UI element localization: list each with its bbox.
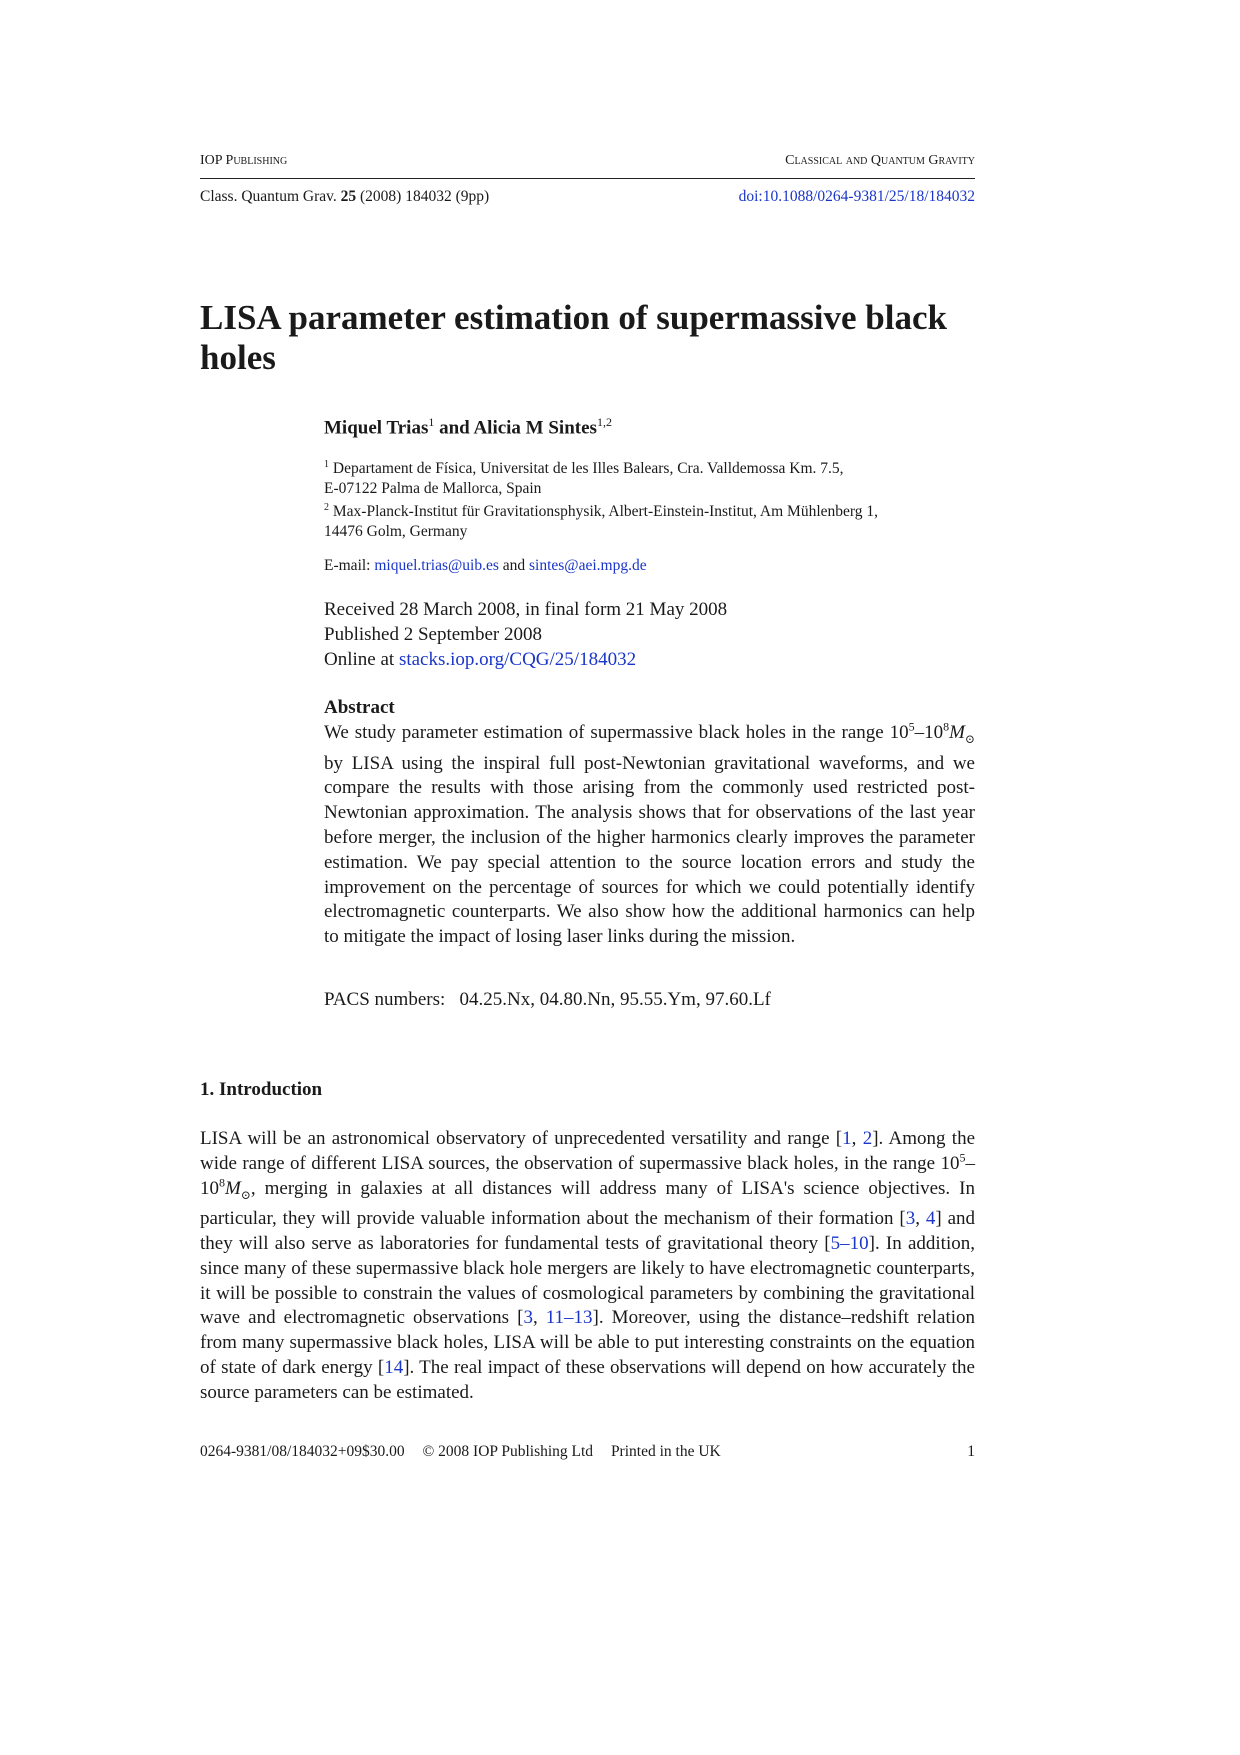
citation-link[interactable]: 3: [523, 1307, 533, 1329]
affiliation-line: E-07122 Palma de Mallorca, Spain: [324, 479, 542, 497]
text-run: ]. The real impact of these observations will depend on how accurately the source parameters can be estimated.: [200, 1356, 975, 1403]
text-run: ] and they will also serve as laboratories for fundamental tests of gravitational theory [: [200, 1208, 976, 1254]
citation-prefix: Class. Quantum Grav.: [200, 188, 337, 205]
exponent: 5: [959, 1150, 966, 1165]
email-line: [324, 557, 647, 575]
citation-link[interactable]: 4: [925, 1208, 936, 1230]
citation: [200, 188, 489, 206]
text-run: ,: [532, 1307, 546, 1329]
article-code: 0264-9381/08/184032+09$30.00: [200, 1443, 405, 1460]
published-date: Published 2 September 2008: [324, 624, 542, 645]
footer-info: [200, 1443, 735, 1461]
page-footer: [200, 1443, 975, 1461]
solar-mass-symbol: M: [949, 722, 965, 743]
sun-symbol: ⊙: [964, 731, 976, 746]
author-conjunction: and: [439, 417, 470, 439]
online-label: Online at: [324, 649, 395, 670]
abstract-sentence: We study parameter estimation of supermassive black holes in the range: [324, 722, 884, 743]
author-name: Alicia M Sintes: [473, 417, 597, 439]
abstract-sentence: by LISA using the inspiral full post-Newtonian gravitational waveforms, and we compare the results with those arising from the commonly used restricted post-Newtonian approximation. The analysis shows that for observations of the last year before merger, the inclusion of the higher harmonics clearly improves the parameter estimation. We pay special attention to the source location errors and study the improvement on the percentage of sources for which we could potentially identify electromagnetic counterparts. We also show how the additional harmonics can help to mitigate the impact of losing laser links during the mission.: [324, 752, 975, 948]
author-affiliation-mark: 1,2: [596, 415, 612, 429]
printed-note: Printed in the UK: [610, 1443, 721, 1460]
received-date: Received 28 March 2008, in final form 21 May 2008: [324, 599, 728, 620]
affiliation-number: 1: [324, 459, 329, 470]
publisher-name: IOP Publishing: [200, 153, 288, 168]
text-run: ]. In addition, since many of these supermassive black hole mergers are likely to have electromagnetic counterparts, it will be possible to constrain the values of cosmological parameters by combining the gravitational wave and electromagnetic observations [: [200, 1232, 975, 1329]
copyright: © 2008 IOP Publishing Ltd: [422, 1443, 594, 1460]
affiliation-item: [324, 455, 975, 479]
affiliation-line: Max-Planck-Institut für Gravitationsphysik, Albert-Einstein-Institut, Am Mühlenberg 1,: [332, 503, 879, 521]
author-affiliation-mark: 1: [428, 415, 435, 429]
affiliation-item: [324, 498, 975, 522]
section-heading: 1. Introduction: [200, 1079, 323, 1100]
header-rule: [200, 178, 975, 179]
text-run: ]. Among the wide range of different LISA sources, the observation of supermassive black holes, in the range 10: [200, 1128, 976, 1174]
publication-dates: [324, 597, 727, 672]
exponent: 8: [219, 1175, 225, 1190]
citation-link[interactable]: 3: [905, 1208, 916, 1230]
journal-name: Classical and Quantum Gravity: [785, 153, 975, 168]
online-url-link[interactable]: stacks.iop.org/CQG/25/184032: [398, 649, 637, 670]
text-run: ,: [851, 1128, 863, 1149]
affiliation-line: Departament de Física, Universitat de les Illes Balears, Cra. Valldemossa Km. 7.5,: [332, 460, 844, 478]
email-label: E-mail:: [324, 557, 371, 574]
affiliations: [324, 455, 975, 541]
email-conjunction: and: [502, 557, 526, 574]
mass-range-base: –10: [914, 722, 944, 743]
affiliation-line: 14476 Golm, Germany: [324, 522, 468, 540]
text-run: LISA will be an astronomical observatory of unprecedented versatility and range [: [200, 1128, 843, 1149]
text-run: , merging in galaxies at all distances will address many of LISA's science objectives. In particular, they will provide valuable information about the mechanism of their formation [: [200, 1177, 975, 1230]
paper-title: LISA parameter estimation of supermassive black holes: [200, 298, 947, 377]
text-run: ,: [915, 1208, 926, 1230]
email-link[interactable]: miquel.trias@uib.es: [374, 557, 499, 574]
mass-range-base: 10: [889, 722, 909, 743]
introduction-text: [200, 1127, 975, 1406]
mass-range-exponent: 8: [943, 719, 950, 734]
affiliation-number: 2: [324, 502, 329, 514]
citation-line: [200, 188, 975, 206]
citation-link[interactable]: 2: [862, 1128, 873, 1149]
author-name: Miquel Trias: [324, 417, 429, 439]
text-run: –10: [200, 1152, 975, 1199]
citation-volume: 25: [340, 188, 357, 205]
mass-range-exponent: 5: [908, 719, 915, 734]
citation-link[interactable]: 14: [384, 1356, 404, 1378]
citation-link[interactable]: 5–10: [830, 1232, 869, 1254]
sun-symbol: ⊙: [240, 1187, 251, 1202]
pacs-numbers: PACS numbers: 04.25.Nx, 04.80.Nn, 95.55.Ym, 97.60.Lf: [324, 989, 771, 1010]
doi-link[interactable]: doi:10.1088/0264-9381/25/18/184032: [738, 188, 975, 205]
mass-range: [889, 719, 976, 746]
email-link[interactable]: sintes@aei.mpg.de: [529, 557, 647, 574]
text-run: ]. Moreover, using the distance–redshift relation from many supermassive black holes, LISA will be able to put interesting constraints on the equation of state of dark energy [: [200, 1307, 976, 1378]
abstract-text: [324, 721, 975, 950]
abstract-heading: Abstract: [324, 697, 395, 718]
citation-suffix: (2008) 184032 (9pp): [360, 188, 490, 205]
online-line: [324, 647, 727, 672]
page-number: 1: [967, 1443, 975, 1460]
citation-link[interactable]: 1: [842, 1128, 852, 1149]
running-header: [200, 153, 975, 169]
solar-mass-symbol: M: [225, 1177, 241, 1199]
author-list: [324, 415, 612, 439]
citation-link[interactable]: 11–13: [545, 1307, 593, 1329]
